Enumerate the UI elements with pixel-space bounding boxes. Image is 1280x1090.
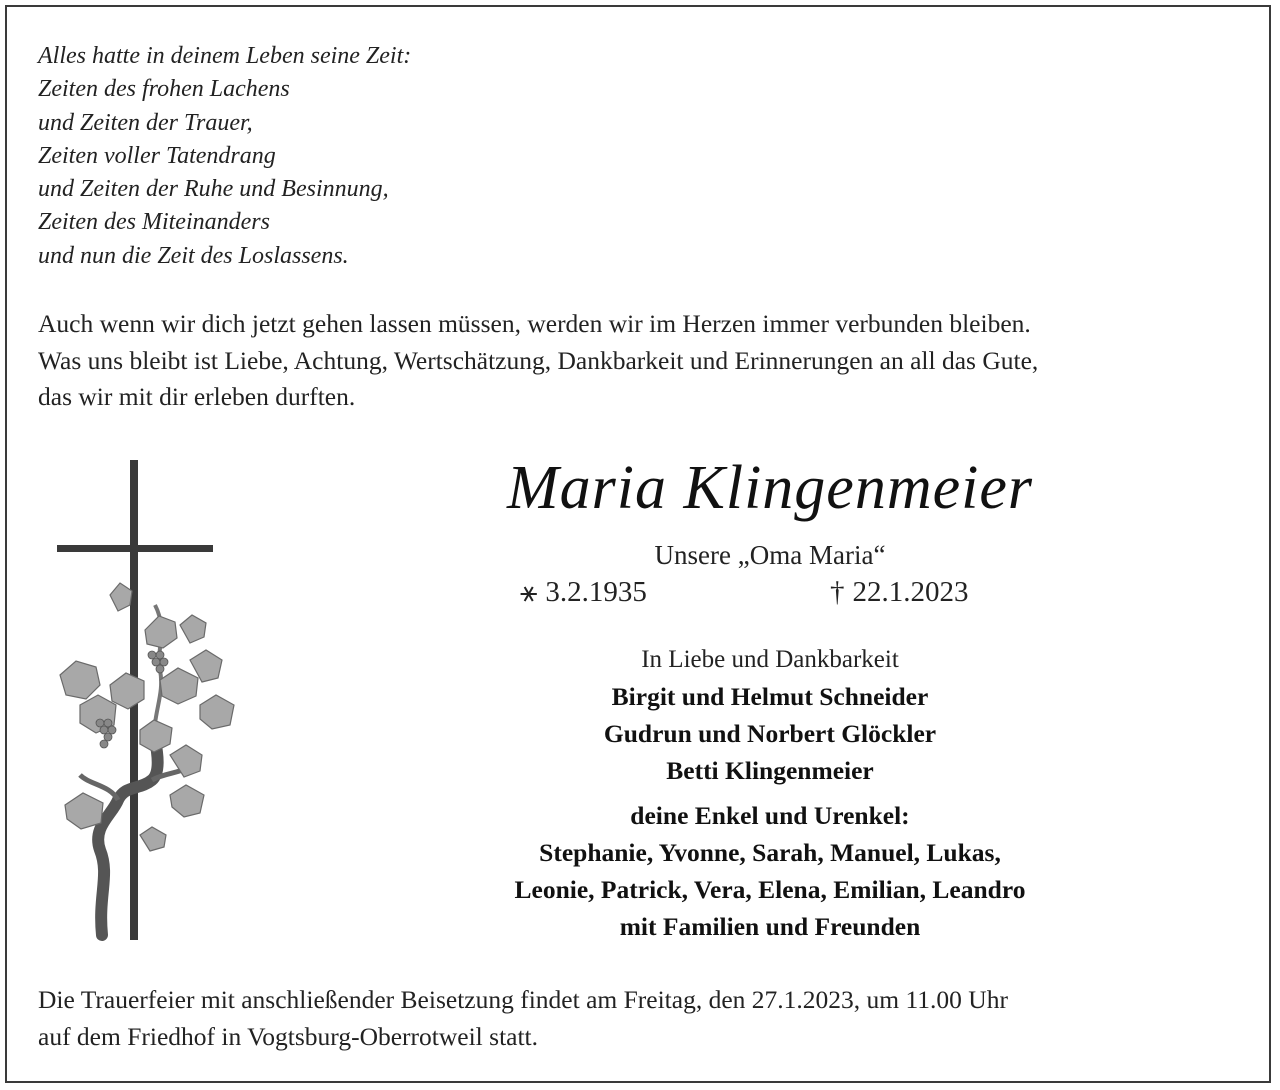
cross-with-grapevine-icon	[40, 455, 260, 955]
poem	[38, 40, 411, 273]
mourners-intro: In Liebe und Dankbarkeit	[641, 646, 899, 673]
grandchildren-line: Stephanie, Yvonne, Sarah, Manuel, Lukas,	[539, 838, 1001, 867]
funeral-line: auf dem Friedhof in Vogtsburg-Oberrotweil statt.	[38, 1021, 539, 1051]
death-date	[830, 572, 969, 612]
poem-line: und nun die Zeit des Loslassens.	[38, 242, 349, 269]
grandchildren-heading: deine Enkel und Urenkel:	[630, 801, 910, 830]
intro-line: das wir mit dir erleben durften.	[38, 382, 356, 411]
death-date-value: 22.1.2023	[852, 576, 969, 608]
poem-line: Zeiten des Miteinanders	[38, 209, 270, 236]
poem-line: und Zeiten der Ruhe und Besinnung,	[38, 176, 389, 203]
birth-date	[520, 572, 647, 612]
intro-line: Was uns bleibt ist Liebe, Achtung, Wertschätzung, Dankbarkeit und Erinnerungen an all das Gute,	[38, 345, 1039, 375]
poem-line: Zeiten voller Tatendrang	[38, 142, 276, 169]
mourners-list	[400, 678, 1140, 945]
deceased-name: Maria Klingenmeier	[507, 454, 1033, 522]
funeral-details	[38, 982, 1258, 1055]
death-cross-icon: †	[830, 576, 845, 608]
poem-line: Zeiten des frohen Lachens	[38, 76, 290, 103]
mourner-line: Birgit und Helmut Schneider	[611, 682, 929, 711]
obituary-main	[400, 448, 1140, 945]
mourner-line: Gudrun und Norbert Glöckler	[603, 719, 937, 748]
intro-line: Auch wenn wir dich jetzt gehen lassen müssen, werden wir im Herzen immer verbunden bleiben.	[38, 309, 1031, 338]
funeral-line: Die Trauerfeier mit anschließender Beisetzung findet am Freitag, den 27.1.2023, um 11.00 Uhr	[38, 985, 1008, 1014]
poem-line: und Zeiten der Trauer,	[38, 109, 253, 136]
intro-text	[38, 306, 1258, 416]
mourners-closing: mit Familien und Freunden	[619, 912, 921, 941]
birth-star-icon: ⚹	[520, 576, 538, 608]
deceased-nickname: Unsere „Oma Maria“	[654, 540, 886, 570]
mourner-line: Betti Klingenmeier	[666, 756, 874, 785]
poem-line: Alles hatte in deinem Leben seine Zeit:	[38, 43, 412, 69]
life-dates	[400, 572, 1140, 612]
birth-date-value: 3.2.1935	[545, 576, 647, 608]
grandchildren-line: Leonie, Patrick, Vera, Elena, Emilian, Leandro	[514, 875, 1026, 904]
